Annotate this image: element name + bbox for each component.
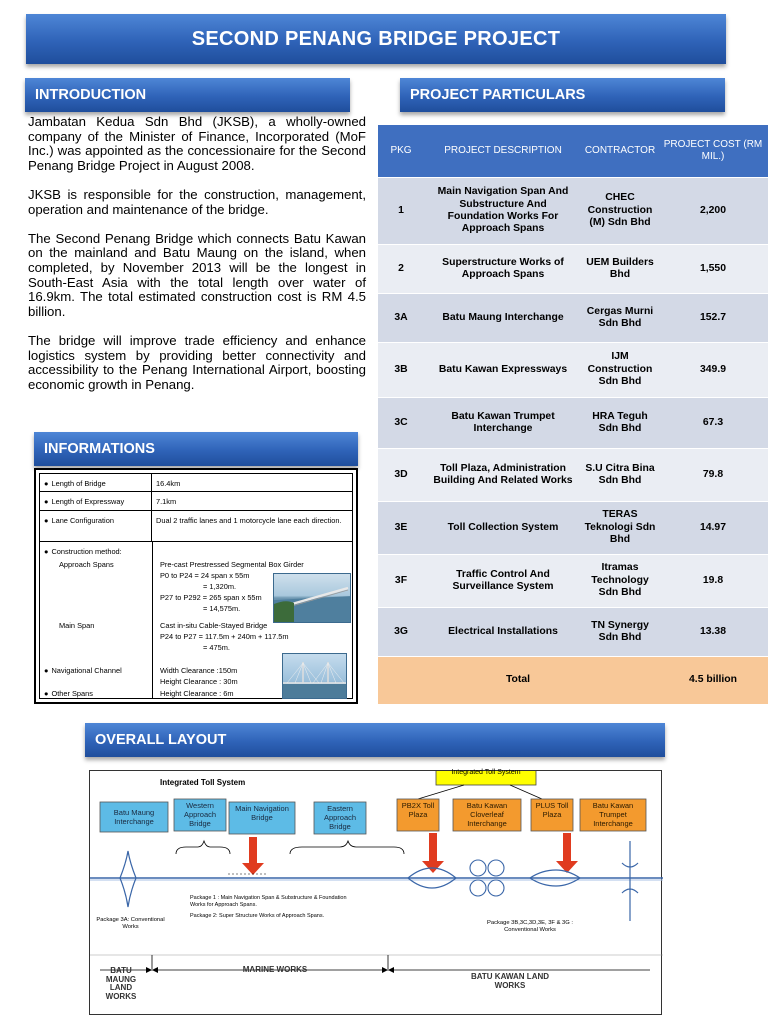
row-cost: 13.38 bbox=[699, 625, 726, 637]
row-pkg: 3B bbox=[394, 363, 408, 375]
box-label: PB2X Toll Plaza bbox=[401, 801, 435, 819]
main-span-line: P24 to P27 = 117.5m + 240m + 117.5m bbox=[160, 632, 289, 641]
nav-line: Height Clearance : 30m bbox=[160, 677, 238, 686]
cable-stayed-bridge-photo bbox=[282, 653, 347, 699]
row-contractor: Cergas Murni Sdn Bhd bbox=[586, 305, 654, 329]
row-description: Toll Collection System bbox=[447, 521, 559, 533]
column-header-contractor: CONTRACTOR bbox=[584, 144, 656, 156]
approach-line: P27 to P292 = 265 span x 55m bbox=[160, 593, 262, 602]
row-description: Traffic Control And Surveillance System bbox=[452, 568, 554, 592]
info-label: Length of Expressway bbox=[51, 497, 125, 506]
row-contractor: S.U Citra Bina Sdn Bhd bbox=[585, 462, 655, 486]
row-contractor: HRA Teguh Sdn Bhd bbox=[592, 410, 648, 434]
zone-marine-works: MARINE WORKS bbox=[242, 965, 308, 974]
row-description: Electrical Installations bbox=[448, 625, 558, 637]
approach-line: Pre-cast Prestressed Segmental Box Girder bbox=[160, 560, 304, 569]
navigational-channel-label: Navigational Channel bbox=[51, 666, 122, 675]
particulars-heading: PROJECT PARTICULARS bbox=[400, 78, 725, 112]
package-1-note-cont: Works for Approach Spans. bbox=[190, 902, 257, 908]
table-row bbox=[378, 555, 768, 607]
approach-line: P0 to P24 = 24 span x 55m bbox=[160, 571, 250, 580]
row-description: Superstructure Works of Approach Spans bbox=[442, 256, 564, 280]
intro-paragraph: Jambatan Kedua Sdn Bhd (JKSB), a wholly-owned company of the Minister of Finance, Incorporated (MoF Inc.) was appointed as the concessionaire for the Second Penang Bridge Project in August 2008. bbox=[28, 114, 366, 173]
main-span-line: = 475m. bbox=[203, 643, 230, 652]
box-label: Batu Kawan Trumpet Interchange bbox=[592, 801, 634, 828]
package-3a-note: Package 3A: Conventional Works bbox=[93, 917, 168, 931]
construction-method-section: ● Construction method: Approach Spans Pre-cast Prestressed Segmental Box Girder P0 to P24 = 24 span x 55m = 1,320m. P27 to P292 = 265 span x 55m = 14,575m. Main Span Cast in-situ Cable-Stayed Bridge P24 to P27 = 117.5m + 240m + 117.5m = 475m. ● Navigational Channel Width Clearance :150m Height Clearance : 30m ● Other Spans Height Clearance : 6m bbox=[40, 542, 352, 698]
integrated-toll-callout: Integrated Toll System bbox=[451, 769, 521, 776]
info-value: Dual 2 traffic lanes and 1 motorcycle lane each direction. bbox=[156, 516, 342, 525]
table-total-row bbox=[378, 657, 768, 704]
construction-method-label: Construction method: bbox=[51, 547, 122, 556]
bridge-aerial-photo bbox=[273, 573, 351, 623]
row-pkg: 3F bbox=[394, 574, 408, 586]
informations-heading: INFORMATIONS bbox=[34, 432, 358, 466]
table-row bbox=[378, 449, 768, 501]
row-pkg: 3E bbox=[394, 521, 408, 533]
box-label: Batu Maung Interchange bbox=[113, 808, 155, 826]
row-cost: 79.8 bbox=[702, 468, 724, 480]
approach-line: = 1,320m. bbox=[203, 582, 237, 591]
package-3b-note: Package 3B,3C,3D,3E, 3F & 3G : Conventional Works bbox=[486, 920, 574, 933]
total-label: Total bbox=[505, 674, 531, 686]
info-row-length-bridge: ● Length of Bridge 16.4km bbox=[40, 474, 352, 492]
row-description: Batu Kawan Expressways bbox=[438, 363, 568, 375]
row-pkg: 3A bbox=[394, 311, 408, 323]
row-cost: 349.9 bbox=[699, 363, 726, 375]
table-row bbox=[378, 398, 768, 448]
page-title: SECOND PENANG BRIDGE PROJECT bbox=[26, 14, 726, 64]
box-label: Main Navigation Bridge bbox=[235, 804, 289, 822]
info-row-length-expressway: ● Length of Expressway 7.1km bbox=[40, 492, 352, 511]
overall-layout-diagram bbox=[89, 770, 662, 1015]
table-row bbox=[378, 608, 768, 656]
intro-paragraph: The Second Penang Bridge which connects Batu Kawan on the mainland and Batu Maung on the island, when completed, by November 2013 will be the longest in South-East Asia with the total length over water of 16.9km. The total estimated construction cost is RM 4.5 billion. bbox=[28, 230, 366, 319]
info-row-lane-configuration: ● Lane Configuration Dual 2 traffic lanes and 1 motorcycle lane each direction. bbox=[40, 511, 352, 542]
package-2-note: Package 2: Super Structure Works of Approach Spans. bbox=[190, 913, 325, 919]
row-pkg: 3C bbox=[394, 416, 408, 428]
info-value: 7.1km bbox=[156, 497, 177, 506]
intro-paragraph: The bridge will improve trade efficiency and enhance logistics system by providing better connectivity and accessibility to the Penang International Airport, boosting economic growth in Penang. bbox=[28, 332, 366, 392]
row-contractor: Itramas Technology Sdn Bhd bbox=[591, 562, 649, 599]
row-contractor: TERAS Teknologi Sdn Bhd bbox=[584, 509, 656, 546]
row-pkg: 3G bbox=[394, 625, 408, 637]
row-description: Main Navigation Span And Substructure And Foundation Works For Approach Spans bbox=[437, 186, 569, 235]
info-label: Length of Bridge bbox=[51, 479, 106, 488]
row-cost: 152.7 bbox=[699, 311, 726, 323]
approach-spans-label: Approach Spans bbox=[59, 560, 114, 569]
table-row bbox=[378, 343, 768, 397]
row-contractor: UEM Builders Bhd bbox=[586, 256, 654, 280]
table-row bbox=[378, 294, 768, 342]
integrated-toll-system-label: Integrated Toll System bbox=[160, 778, 246, 787]
total-value: 4.5 billion bbox=[689, 674, 737, 686]
row-pkg: 3D bbox=[394, 468, 408, 480]
table-row bbox=[378, 502, 768, 554]
row-contractor: TN Synergy Sdn Bhd bbox=[591, 619, 649, 643]
row-description: Batu Kawan Trumpet Interchange bbox=[451, 410, 555, 434]
approach-line: = 14,575m. bbox=[203, 604, 241, 613]
main-span-label: Main Span bbox=[59, 621, 95, 630]
other-spans-line: Height Clearance : 6m bbox=[160, 689, 234, 698]
row-description: Batu Maung Interchange bbox=[442, 311, 564, 323]
row-cost: 14.97 bbox=[699, 521, 726, 533]
row-cost: 19.8 bbox=[702, 574, 724, 586]
info-label: Lane Configuration bbox=[51, 516, 114, 525]
box-label: Eastern Approach Bridge bbox=[323, 804, 357, 831]
box-label: PLUS Toll Plaza bbox=[535, 801, 569, 819]
zone-batu-maung-land: BATU MAUNG LAND WORKS bbox=[105, 966, 137, 1001]
informations-table bbox=[34, 468, 358, 704]
info-value: 16.4km bbox=[156, 479, 181, 488]
zone-batu-kawan-land: BATU KAWAN LAND WORKS bbox=[470, 972, 550, 990]
table-row bbox=[378, 178, 768, 244]
row-pkg: 1 bbox=[398, 204, 404, 216]
particulars-table bbox=[378, 125, 768, 704]
row-contractor: IJM Construction Sdn Bhd bbox=[587, 351, 653, 388]
column-header-cost: PROJECT COST (RM MIL.) bbox=[663, 138, 763, 162]
intro-paragraph: JKSB is responsible for the construction, management, operation and maintenance of the bridge. bbox=[28, 186, 366, 217]
table-row bbox=[378, 245, 768, 293]
column-header-description: PROJECT DESCRIPTION bbox=[444, 144, 562, 156]
row-cost: 1,550 bbox=[699, 262, 726, 274]
row-cost: 67.3 bbox=[702, 416, 724, 428]
row-cost: 2,200 bbox=[699, 204, 726, 216]
box-label: Western Approach Bridge bbox=[183, 801, 217, 828]
introduction-text bbox=[28, 115, 366, 407]
nav-line: Width Clearance :150m bbox=[160, 666, 238, 675]
introduction-heading: INTRODUCTION bbox=[25, 78, 350, 112]
main-span-line: Cast in-situ Cable-Stayed Bridge bbox=[160, 621, 268, 630]
other-spans-label: Other Spans bbox=[51, 689, 93, 698]
row-description: Toll Plaza, Administration Building And Related Works bbox=[433, 462, 573, 486]
column-header-pkg: PKG bbox=[390, 144, 412, 156]
row-pkg: 2 bbox=[398, 262, 404, 274]
package-1-note: Package 1 : Main Navigation Span & Substructure & Foundation bbox=[190, 895, 347, 901]
overall-layout-heading: OVERALL LAYOUT bbox=[85, 723, 665, 757]
box-label: Batu Kawan Cloverleaf Interchange bbox=[466, 801, 508, 828]
row-contractor: CHEC Construction (M) Sdn Bhd bbox=[587, 192, 653, 229]
table-header-row bbox=[378, 125, 768, 177]
